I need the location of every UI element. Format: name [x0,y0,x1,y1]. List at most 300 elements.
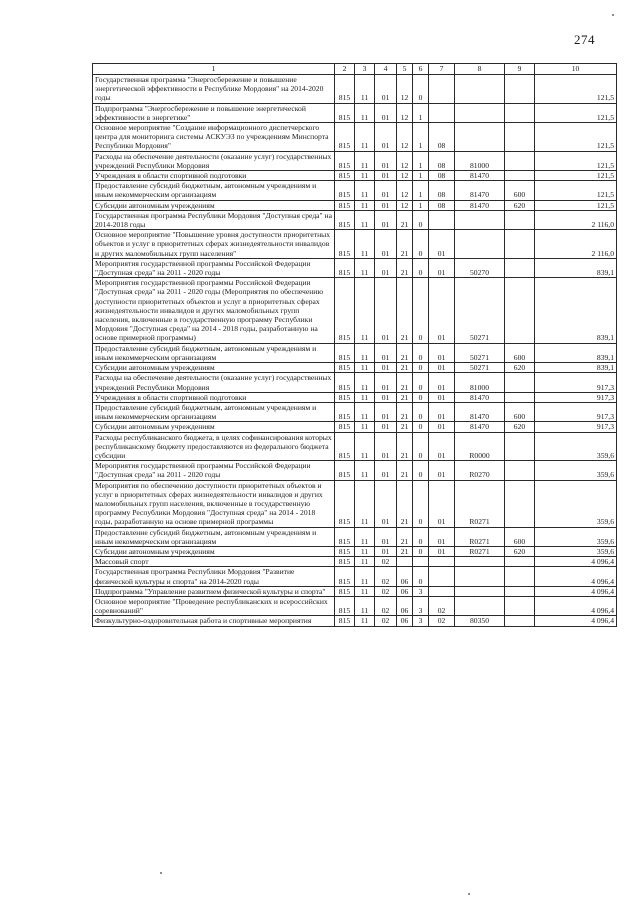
section-code-cell: 11 [355,343,375,362]
row-description-cell: Субсидии автономным учреждениям [93,546,335,556]
ministry-code-cell: 815 [335,103,355,122]
subsection-code-cell: 02 [375,596,397,615]
table-row [93,343,617,362]
ministry-code-cell: 815 [335,200,355,210]
expense-code-cell [455,557,505,567]
page-number: 274 [574,32,595,47]
program-code-cell: 06 [397,586,413,596]
row-description-cell: Подпрограмма "Управление развитием физической культуры и спорта" [93,586,335,596]
row-description-cell: Субсидии автономным учреждениям [93,200,335,210]
subprogram-code-cell: 0 [413,527,429,546]
row-description-cell: Субсидии автономным учреждениям [93,422,335,432]
row-description-cell: Учреждения в области спортивной подготовки [93,171,335,181]
program-code-cell: 12 [397,151,413,170]
ministry-code-cell: 815 [335,527,355,546]
ministry-code-cell: 815 [335,363,355,373]
table-row [93,230,617,259]
row-description-cell: Мероприятия государственной программы Российской Федерации "Доступная среда" на 2011 - 2020 годы [93,258,335,277]
expense-type-code-cell [505,151,535,170]
subprogram-code-cell: 0 [413,343,429,362]
table-row [93,527,617,546]
column-header: 9 [505,64,535,75]
subprogram-code-cell: 1 [413,103,429,122]
subsection-code-cell: 01 [375,278,397,343]
ministry-code-cell: 815 [335,258,355,277]
subprogram-code-cell: 0 [413,402,429,421]
subsection-code-cell: 02 [375,586,397,596]
expense-code-cell: 81470 [455,181,505,200]
section-code-cell: 11 [355,402,375,421]
expense-code-cell [455,586,505,596]
subprogram-code-cell: 3 [413,596,429,615]
subprogram-code-cell [413,557,429,567]
section-code-cell: 11 [355,392,375,402]
column-header: 10 [535,64,617,75]
table-row [93,586,617,596]
section-code-cell: 11 [355,75,375,104]
ministry-code-cell: 815 [335,596,355,615]
expense-type-code-cell: 600 [505,402,535,421]
column-header: 3 [355,64,375,75]
activity-code-cell: 01 [429,480,455,527]
subsection-code-cell: 01 [375,258,397,277]
expense-type-code-cell [505,210,535,229]
row-description-cell: Предоставление субсидий бюджетным, автономным учреждениям и иным некоммерческим организациям [93,181,335,200]
program-code-cell: 12 [397,200,413,210]
program-code-cell: 21 [397,402,413,421]
expense-type-code-cell [505,171,535,181]
row-description-cell: Основное мероприятие "Повышение уровня доступности приоритетных объектов и услуг в приоритетных сферах жизнедеятельности инвалидов и других маломобильных групп населения" [93,230,335,259]
section-code-cell: 11 [355,527,375,546]
activity-code-cell: 01 [429,461,455,480]
expense-type-code-cell [505,75,535,104]
section-code-cell: 11 [355,586,375,596]
column-header: 5 [397,64,413,75]
amount-cell: 2 116,0 [535,210,617,229]
row-description-cell: Расходы республиканского бюджета, в целях софинансирования которых республиканскому бюджету предоставляются из федерального бюджета субсидии [93,432,335,461]
expense-code-cell [455,75,505,104]
activity-code-cell [429,557,455,567]
expense-code-cell: R0271 [455,546,505,556]
section-code-cell: 11 [355,123,375,152]
subprogram-code-cell: 0 [413,461,429,480]
subprogram-code-cell: 0 [413,258,429,277]
section-code-cell: 11 [355,557,375,567]
table-row [93,616,617,626]
amount-cell: 359,6 [535,480,617,527]
program-code-cell: 06 [397,616,413,626]
subsection-code-cell: 01 [375,181,397,200]
table-row [93,278,617,343]
program-code-cell: 21 [397,230,413,259]
section-code-cell: 11 [355,546,375,556]
table-row [93,258,617,277]
expense-code-cell: 50271 [455,343,505,362]
expense-type-code-cell [505,557,535,567]
subsection-code-cell: 01 [375,123,397,152]
table-row [93,171,617,181]
amount-cell: 121,5 [535,171,617,181]
program-code-cell: 21 [397,373,413,392]
program-code-cell: 21 [397,392,413,402]
row-description-cell: Предоставление субсидий бюджетным, автономным учреждениям и иным некоммерческим организациям [93,343,335,362]
section-code-cell: 11 [355,432,375,461]
activity-code-cell: 02 [429,596,455,615]
section-code-cell: 11 [355,210,375,229]
section-code-cell: 11 [355,363,375,373]
ministry-code-cell: 815 [335,586,355,596]
amount-cell: 917,3 [535,402,617,421]
section-code-cell: 11 [355,258,375,277]
ministry-code-cell: 815 [335,151,355,170]
subprogram-code-cell: 0 [413,480,429,527]
amount-cell: 917,3 [535,373,617,392]
activity-code-cell: 01 [429,373,455,392]
section-code-cell: 11 [355,616,375,626]
program-code-cell: 21 [397,422,413,432]
scan-speck [612,14,614,16]
expense-type-code-cell [505,103,535,122]
program-code-cell: 21 [397,432,413,461]
expense-type-code-cell: 620 [505,546,535,556]
expense-code-cell: 81000 [455,373,505,392]
activity-code-cell [429,210,455,229]
row-description-cell: Расходы на обеспечение деятельности (оказание услуг) государственных учреждений Республики Мордовия [93,151,335,170]
expense-code-cell [455,567,505,586]
table-row [93,567,617,586]
expense-code-cell [455,210,505,229]
activity-code-cell: 01 [429,278,455,343]
expense-type-code-cell: 600 [505,343,535,362]
expense-type-code-cell: 620 [505,200,535,210]
ministry-code-cell: 815 [335,402,355,421]
column-header: 6 [413,64,429,75]
subsection-code-cell: 02 [375,557,397,567]
expense-type-code-cell [505,596,535,615]
subsection-code-cell: 01 [375,103,397,122]
expense-type-code-cell [505,586,535,596]
section-code-cell: 11 [355,171,375,181]
expense-code-cell: 50271 [455,278,505,343]
ministry-code-cell: 815 [335,480,355,527]
amount-cell: 121,5 [535,200,617,210]
expense-code-cell: 81470 [455,171,505,181]
expense-code-cell: 81000 [455,151,505,170]
program-code-cell: 06 [397,567,413,586]
section-code-cell: 11 [355,461,375,480]
expense-type-code-cell [505,392,535,402]
program-code-cell: 12 [397,181,413,200]
amount-cell: 121,5 [535,123,617,152]
program-code-cell: 21 [397,480,413,527]
section-code-cell: 11 [355,181,375,200]
program-code-cell: 12 [397,103,413,122]
subsection-code-cell: 01 [375,422,397,432]
subprogram-code-cell: 3 [413,616,429,626]
amount-cell: 121,5 [535,151,617,170]
amount-cell: 839,1 [535,343,617,362]
row-description-cell: Учреждения в области спортивной подготовки [93,392,335,402]
table-row [93,402,617,421]
ministry-code-cell: 815 [335,461,355,480]
expense-code-cell: 80350 [455,616,505,626]
subprogram-code-cell: 0 [413,392,429,402]
ministry-code-cell: 815 [335,171,355,181]
activity-code-cell [429,75,455,104]
expense-type-code-cell: 600 [505,181,535,200]
section-code-cell: 11 [355,200,375,210]
activity-code-cell: 01 [429,546,455,556]
expense-code-cell [455,596,505,615]
budget-table [92,63,617,627]
amount-cell: 2 116,0 [535,230,617,259]
program-code-cell: 12 [397,75,413,104]
program-code-cell: 12 [397,123,413,152]
activity-code-cell: 08 [429,171,455,181]
scan-speck [468,893,470,895]
section-code-cell: 11 [355,278,375,343]
ministry-code-cell: 815 [335,392,355,402]
activity-code-cell [429,586,455,596]
subsection-code-cell: 01 [375,392,397,402]
subprogram-code-cell: 1 [413,200,429,210]
program-code-cell: 21 [397,258,413,277]
table-row [93,181,617,200]
program-code-cell: 21 [397,546,413,556]
subsection-code-cell: 02 [375,567,397,586]
table-row [93,432,617,461]
activity-code-cell: 08 [429,181,455,200]
program-code-cell: 21 [397,343,413,362]
amount-cell: 839,1 [535,278,617,343]
row-description-cell: Государственная программа "Энергосбережение и повышение энергетической эффективности в Республике Мордовия" на 2014-2020 годы [93,75,335,104]
column-number-row [93,64,617,75]
amount-cell: 359,6 [535,527,617,546]
section-code-cell: 11 [355,373,375,392]
row-description-cell: Подпрограмма "Энергосбережение и повышение энергетической эффективности в энергетике" [93,103,335,122]
table-row [93,422,617,432]
subsection-code-cell: 01 [375,343,397,362]
subsection-code-cell: 02 [375,616,397,626]
amount-cell: 121,5 [535,75,617,104]
program-code-cell: 06 [397,596,413,615]
ministry-code-cell: 815 [335,546,355,556]
activity-code-cell [429,103,455,122]
expense-type-code-cell [505,480,535,527]
expense-code-cell: 81470 [455,422,505,432]
expense-type-code-cell [505,278,535,343]
subprogram-code-cell: 0 [413,75,429,104]
expense-type-code-cell [505,616,535,626]
subprogram-code-cell: 0 [413,278,429,343]
activity-code-cell: 08 [429,151,455,170]
subsection-code-cell: 01 [375,75,397,104]
expense-code-cell: R0000 [455,432,505,461]
subprogram-code-cell: 0 [413,210,429,229]
expense-code-cell: R0270 [455,461,505,480]
subprogram-code-cell: 1 [413,123,429,152]
subprogram-code-cell: 0 [413,230,429,259]
row-description-cell: Физкультурно-оздоровительная работа и спортивные мероприятия [93,616,335,626]
amount-cell: 839,1 [535,363,617,373]
row-description-cell: Государственная программа Республики Мордовия "Доступная среда" на 2014-2018 годы [93,210,335,229]
table-row [93,557,617,567]
expense-type-code-cell [505,373,535,392]
activity-code-cell: 01 [429,432,455,461]
ministry-code-cell: 815 [335,567,355,586]
subprogram-code-cell: 0 [413,432,429,461]
column-header: 8 [455,64,505,75]
expense-type-code-cell: 600 [505,527,535,546]
amount-cell: 121,5 [535,181,617,200]
expense-code-cell: R0271 [455,480,505,527]
subprogram-code-cell: 0 [413,373,429,392]
table-body [93,75,617,627]
column-header: 4 [375,64,397,75]
amount-cell: 359,6 [535,432,617,461]
activity-code-cell: 01 [429,343,455,362]
subprogram-code-cell: 0 [413,567,429,586]
expense-type-code-cell [505,258,535,277]
section-code-cell: 11 [355,103,375,122]
subsection-code-cell: 01 [375,402,397,421]
table-row [93,461,617,480]
subprogram-code-cell: 0 [413,422,429,432]
activity-code-cell: 01 [429,392,455,402]
amount-cell: 4 096,4 [535,616,617,626]
amount-cell: 917,3 [535,392,617,402]
section-code-cell: 11 [355,422,375,432]
table-row [93,363,617,373]
expense-code-cell: 50270 [455,258,505,277]
table-row [93,210,617,229]
ministry-code-cell: 815 [335,432,355,461]
activity-code-cell: 01 [429,363,455,373]
table-row [93,151,617,170]
amount-cell: 4 096,4 [535,557,617,567]
activity-code-cell: 01 [429,402,455,421]
table-row [93,103,617,122]
amount-cell: 839,1 [535,258,617,277]
table-row [93,392,617,402]
program-code-cell: 12 [397,171,413,181]
expense-code-cell [455,230,505,259]
expense-code-cell: 50271 [455,363,505,373]
expense-code-cell: 81470 [455,200,505,210]
expense-type-code-cell: 620 [505,422,535,432]
expense-code-cell [455,123,505,152]
expense-code-cell: R0271 [455,527,505,546]
program-code-cell: 21 [397,278,413,343]
expense-code-cell: 81470 [455,392,505,402]
section-code-cell: 11 [355,151,375,170]
table-row [93,480,617,527]
expense-type-code-cell [505,230,535,259]
subsection-code-cell: 01 [375,200,397,210]
activity-code-cell: 08 [429,200,455,210]
table-row [93,75,617,104]
ministry-code-cell: 815 [335,373,355,392]
activity-code-cell: 01 [429,527,455,546]
row-description-cell: Основное мероприятие "Создание информационного диспетчерского центра для мониторинга системы АСКУЭЗ по учреждениям Минспорта Республики Мордовия" [93,123,335,152]
section-code-cell: 11 [355,596,375,615]
subsection-code-cell: 01 [375,527,397,546]
column-header: 2 [335,64,355,75]
table-row [93,546,617,556]
subprogram-code-cell: 0 [413,363,429,373]
program-code-cell: 21 [397,363,413,373]
ministry-code-cell: 815 [335,181,355,200]
activity-code-cell: 01 [429,230,455,259]
activity-code-cell: 01 [429,258,455,277]
table-row [93,596,617,615]
ministry-code-cell: 815 [335,123,355,152]
ministry-code-cell: 815 [335,278,355,343]
section-code-cell: 11 [355,480,375,527]
subsection-code-cell: 01 [375,373,397,392]
subsection-code-cell: 01 [375,546,397,556]
row-description-cell: Мероприятия по обеспечению доступности приоритетных объектов и услуг в приоритетных сферах жизнедеятельности инвалидов и других маломобильных групп населения, включенные в государственную программу Республики Мордовия "Доступная среда" на 2014 - 2018 годы, разработанную на основе примерной программы [93,480,335,527]
subsection-code-cell: 01 [375,432,397,461]
table-row [93,373,617,392]
ministry-code-cell: 815 [335,422,355,432]
ministry-code-cell: 815 [335,557,355,567]
program-code-cell: 21 [397,461,413,480]
ministry-code-cell: 815 [335,230,355,259]
ministry-code-cell: 815 [335,210,355,229]
subprogram-code-cell: 1 [413,171,429,181]
activity-code-cell: 08 [429,123,455,152]
amount-cell: 359,6 [535,546,617,556]
section-code-cell: 11 [355,567,375,586]
subsection-code-cell: 01 [375,210,397,229]
expense-type-code-cell [505,123,535,152]
subsection-code-cell: 01 [375,171,397,181]
amount-cell: 917,3 [535,422,617,432]
amount-cell: 121,5 [535,103,617,122]
row-description-cell: Основное мероприятие "Проведение республиканских и всероссийских соревнований" [93,596,335,615]
ministry-code-cell: 815 [335,343,355,362]
expense-code-cell: 81470 [455,402,505,421]
activity-code-cell: 01 [429,422,455,432]
amount-cell: 359,6 [535,461,617,480]
subprogram-code-cell: 3 [413,586,429,596]
row-description-cell: Мероприятия государственной программы Российской Федерации "Доступная среда" на 2011 - 2020 годы (Мероприятия по обеспечению доступности приоритетных объектов и услуг в приоритетных сферах жизнедеятельности инвалидов и других маломобильных групп населения, включенные в государственную программу Республики Мордовия "Доступная среда" на 2014 - 2018 годы, разработанную на основе примерной программы) [93,278,335,343]
row-description-cell: Предоставление субсидий бюджетным, автономным учреждениям и иным некоммерческим организациям [93,402,335,421]
row-description-cell: Субсидии автономным учреждениям [93,363,335,373]
subsection-code-cell: 01 [375,230,397,259]
row-description-cell: Мероприятия государственной программы Российской Федерации "Доступная среда" на 2011 - 2020 годы [93,461,335,480]
subsection-code-cell: 01 [375,151,397,170]
subsection-code-cell: 01 [375,461,397,480]
program-code-cell: 21 [397,527,413,546]
table-row [93,200,617,210]
scan-speck [160,872,162,874]
row-description-cell: Предоставление субсидий бюджетным, автономным учреждениям и иным некоммерческим организациям [93,527,335,546]
row-description-cell: Расходы на обеспечение деятельности (оказание услуг) государственных учреждений Республики Мордовия [93,373,335,392]
subprogram-code-cell: 0 [413,546,429,556]
amount-cell: 4 096,4 [535,596,617,615]
expense-type-code-cell [505,461,535,480]
row-description-cell: Государственная программа Республики Мордовия "Развитие физической культуры и спорта" на 2014-2020 годы [93,567,335,586]
table-row [93,123,617,152]
expense-type-code-cell [505,432,535,461]
row-description-cell: Массовый спорт [93,557,335,567]
activity-code-cell [429,567,455,586]
column-header: 7 [429,64,455,75]
program-code-cell: 21 [397,210,413,229]
subprogram-code-cell: 1 [413,151,429,170]
